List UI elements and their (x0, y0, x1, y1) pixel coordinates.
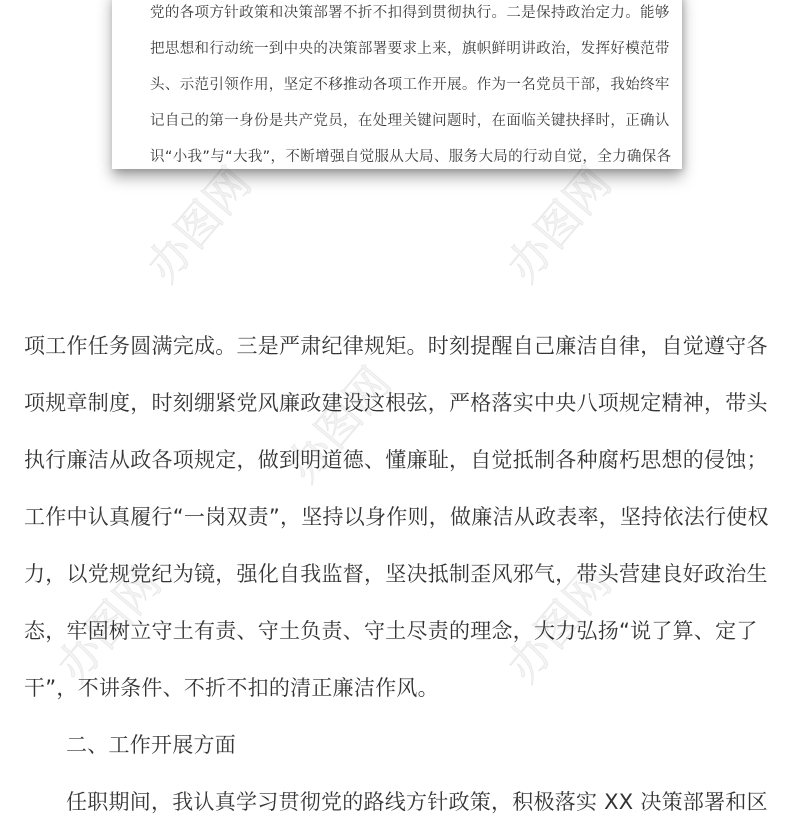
body-text-line: 态，牢固树立守土有责、守土负责、守土尽责的理念，大力弘扬“说了算、定了 (24, 619, 758, 643)
body-text-line: 力，以党规党纪为镜，强化自我监督，坚决抵制歪风邪气，带头营建良好政治生 (24, 562, 768, 586)
body-text-line: 干”，不讲条件、不折不扣的清正廉洁作风。 (24, 676, 439, 700)
card-text-line: 识“小我”与“大我”，不断增强自觉服从大局、服务大局的行动自觉，全力确保各 (150, 149, 672, 165)
section-heading: 二、工作开展方面 (66, 733, 236, 757)
watermark: 办图网 (497, 157, 622, 292)
card-text-line: 记自己的第一身份是共产党员，在处理关键问题时，在面临关键抉择时，正确认 (150, 113, 670, 129)
card-text-line: 把思想和行动统一到中央的决策部署要求上来，旗帜鲜明讲政治，发挥好模范带 (150, 41, 670, 57)
body-text-line: 项规章制度，时刻绷紧党风廉政建设这根弦，严格落实中央八项规定精神，带头 (24, 391, 768, 415)
body-text-line: 项工作任务圆满完成。三是严肃纪律规矩。时刻提醒自己廉洁自律，自觉遵守各 (24, 334, 768, 358)
watermark: 办图网 (137, 157, 262, 292)
body-text-line: 工作中认真履行“一岗双责”，坚持以身作则，做廉洁从政表率，坚持依法行使权 (24, 505, 769, 529)
watermark: 办图网 (277, 357, 402, 492)
card-text-line: 党的各项方针政策和决策部署不折不扣得到贯彻执行。二是保持政治定力。能够 (150, 5, 670, 21)
card-text-line: 头、示范引领作用，坚定不移推动各项工作开展。作为一名党员干部，我始终牢 (150, 77, 670, 93)
document-page-card (112, 0, 682, 169)
body-text-line: 任职期间，我认真学习贯彻党的路线方针政策，积极落实 XX 决策部署和区 (66, 790, 768, 814)
body-text-line: 执行廉洁从政各项规定，做到明道德、懂廉耻，自觉抵制各种腐朽思想的侵蚀； (24, 448, 768, 472)
watermark: 办图网 (47, 557, 172, 692)
watermark: 办图网 (497, 557, 622, 692)
